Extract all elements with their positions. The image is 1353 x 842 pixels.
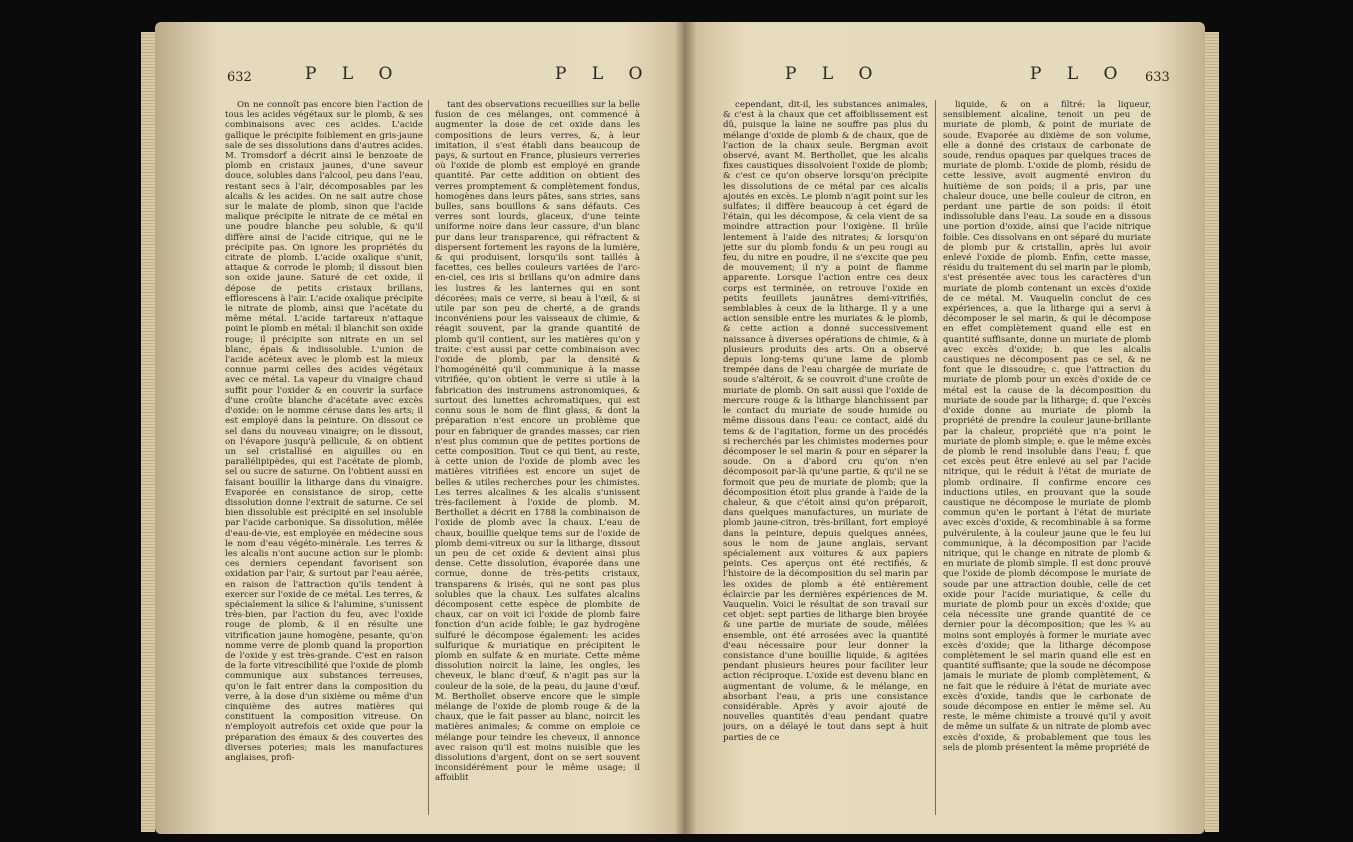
page-number: 632 xyxy=(227,70,252,85)
running-header-left: P L O xyxy=(305,64,403,84)
text-column-2 xyxy=(943,100,1151,820)
page-number: 633 xyxy=(1145,70,1170,85)
running-header-left: P L O xyxy=(785,64,883,84)
right-page xyxy=(685,22,1205,834)
left-page xyxy=(155,22,685,834)
column-rule xyxy=(428,100,429,815)
running-header-right: P L O xyxy=(1030,64,1128,84)
page-edges-right xyxy=(1205,32,1219,832)
text-column-1 xyxy=(723,100,928,820)
column-rule xyxy=(935,100,936,815)
column-text: cependant, dit-il, les substances animales, & c'est à la chaux que cet affoiblissement est dû, puisque la laine ne souffre pas plus du mélange d'oxide de plomb & de chaux, que de l'action de la chaux seule. Bergman avoit observé, avant M. Berthollet, que les alcalis fixes caustiques dissolvoient l'oxide de plomb; & c'est ce qu'on observe lorsqu'on précipite les dissolutions de ce métal par ces alcalis ajoutés en excès. Le plomb n'agit point sur les sulfates; il diffère beaucoup à cet égard de l'étain, qui les décompose, & cela vient de sa moindre attraction pour l'oxigène. Il brûle lentement à l'aide des nitrates; & lorsqu'on jette sur du plomb fondu & un peu rougi au feu, du nitre en poudre, il ne s'excite que peu de mouvement; il n'y a point de flamme apparente. Lorsque l'action entre ces deux corps est terminée, on retrouve l'oxide en petits feuillets jaunâtres demi-vitrifiés, semblables à ceux de la litharge. Il y a une action sensible entre les muriates & le plomb, & cette action a donné successivement naissance à diverses opérations de chimie, & à plusieurs produits des arts. On a observé depuis long-tems qu'une lame de plomb trempée dans de l'eau chargée de muriate de soude s'altéroit, & se couvroit d'une croûte de muriate de plomb. On sait aussi que l'oxide de mercure rouge & la litharge blanchissent par le contact du muriate de soude humide ou même dissous dans l'eau: ce contact, aidé du tems & de l'agitation, forme un des procédés si recherchés par les chimistes modernes pour décomposer le sel marin & pour en séparer la soude. On a d'abord cru qu'on n'en décomposoit par-là qu'une partie, & qu'il ne se formoit que peu de muriate de plomb; que la décomposition étoit plus grande à l'aide de la chaleur, & que c'étoit ainsi qu'on préparoit, dans quelques manufactures, un muriate de plomb jaune-citron, très-brillant, fort employé dans la peinture, depuis quelques années, sous le nom de jaune anglais, servant spécialement aux voitures & aux papiers peints. Ces aperçus ont été rectifiés, & l'histoire de la décomposition du sel marin par les oxides de plomb a été entièrement éclaircie par les dernières expériences de M. Vauquelin. Voici le résultat de son travail sur cet objet: sept parties de litharge bien broyée & une partie de muriate de soude, mêlées ensemble, ont été arrosées avec la quantité d'eau nécessaire pour leur donner la consistance d'une bouillie liquide, & agitées pendant plusieurs heures pour faciliter leur action réciproque. L'oxide est devenu blanc en augmentant de volume, & le mélange, en absorbant l'eau, a pris une consistance considérable. Après y avoir ajouté de nouvelles quantités d'eau pendant quatre jours, on a délayé le tout dans sept à huit parties de ce xyxy=(723,100,928,743)
text-column-1 xyxy=(225,100,423,820)
column-text: liquide, & on a filtré: la liqueur, sensiblement alcaline, tenoit un peu de muriate de plomb, & point de muriate de soude. Evaporée au dixième de son volume, elle a donné des cristaux de carbonate de soude, rendus opaques par quelques traces de muriate de plomb. L'oxide de plomb, résidu de cette lessive, avoit augmenté environ du huitième de son poids; il a pris, par une chaleur douce, une belle couleur de citron, en perdant une partie de son poids: il étoit indissoluble dans l'eau. La soude en a dissous une portion d'oxide, ainsi que l'acide nitrique foible. Ces dissolvans en ont séparé du muriate de plomb pur & cristallin, après lui avoir enlevé l'oxide de plomb. Enfin, cette masse, résidu du traitement du sel marin par le plomb, s'est présentée avec tous les caractères d'un muriate de plomb contenant un excès d'oxide de ce métal. M. Vauquelin conclut de ces expériences, a. que la litharge qui a servi à décomposer le sel marin, & qui le décompose en effet complètement quand elle est en quantité suffisante, donne un muriate de plomb avec excès d'oxide; b. que les alcalis caustiques ne décomposent pas ce sel, & ne font que le dissoudre; c. que l'attraction du muriate de plomb pour un excès d'oxide de ce métal est la cause de la décomposition du muriate de soude par la litharge; d. que l'excès d'oxide donne au muriate de plomb la propriété de prendre la couleur jaune-brillante par la chaleur, propriété que n'a point le muriate de plomb simple; e. que le même excès de plomb le rend insoluble dans l'eau; f. que cet excès peut être enlevé au sel par l'acide nitrique, qui le réduit à l'état de muriate de plomb ordinaire. Il confirme encore ces inductions utiles, en prouvant que la soude caustique ne décompose le muriate de plomb commun qu'en le portant à l'état de muriate avec excès d'oxide, & recombinable à sa forme pulvérulente, à la couleur jaune que le feu lui communique, à la décomposition par l'acide nitrique, qui le change en nitrate de plomb & en muriate de plomb simple. Il est donc prouvé que l'oxide de plomb décompose le muriate de soude par une attraction double, celle de cet oxide pour l'acide muriatique, & celle du muriate de plomb pour un excès d'oxide; que cela nécessite une grande quantité de ce dernier pour la décomposition; que les ¾ au moins sont employés à former le muriate avec excès d'oxide; que la litharge décompose complètement le sel marin quand elle est en quantité suffisante; que la soude ne décompose jamais le muriate de plomb complètement, & ne fait que le réduire à l'état de muriate avec excès d'oxide, tandis que le carbonate de soude décompose en entier le même sel. Au reste, le même chimiste a trouvé qu'il y avoit de même un sulfate & un nitrate de plomb avec excès d'oxide, & probablement que tous les sels de plomb présentent la même propriété de xyxy=(943,100,1151,753)
running-header-right: P L O xyxy=(555,64,653,84)
column-text: tant des observations recueillies sur la belle fusion de ces mélanges, ont commencé à augmenter la dose de cet oxide dans les compositions de leurs verres, &, à leur imitation, il s'est établi dans beaucoup de pays, & surtout en France, plusieurs verreries où l'oxide de plomb est employé en grande quantité. Par cette addition on obtient des verres promptement & complètement fondus, homogènes dans leurs pâtes, sans stries, sans bulles, sans bouillons & sans défauts. Ces verres sont lourds, glaceux, d'une teinte uniforme noire dans leur cassure, d'un blanc pur dans leur transparence, qui réfractent & dispersent fortement les rayons de la lumière, & qui produisent, lorsqu'ils sont taillés à facettes, ces belles couleurs variées de l'arc-en-ciel, ces iris si brillans qu'on admire dans les lustres & les lanternes qui en sont décorées; mais ce verre, si beau à l'œil, & si utile par son peu de cherté, a de grands inconvéniens pour les vaisseaux de chimie, & réagit souvent, par la grande quantité de plomb qu'il contient, sur les matières qu'on y traite: c'est aussi par cette combinaison avec l'oxide de plomb, par la densité & l'homogénéité qu'il communique à la masse vitrifiée, qu'on obtient le verre si utile à la fabrication des instrumens astronomiques, & surtout des lunettes achromatiques, qui est connu sous le nom de flint glass, & dont la préparation n'est encore un problème que pour en fabriquer de grandes masses; car rien n'est plus commun que de petites portions de cette composition. Tout ce qui tient, au reste, à cette union de l'oxide de plomb avec les matières vitrifiées est encore un sujet de belles & utiles recherches pour les chimistes. Les terres alcalines & les alcalis s'unissent très-facilement à l'oxide de plomb. M. Berthollet a décrit en 1788 la combinaison de l'oxide de plomb avec la chaux. L'eau de chaux, bouillie quelque tems sur de l'oxide de plomb demi-vitreux ou sur la litharge, dissout un peu de cet oxide & devient ainsi plus dense. Cette dissolution, évaporée dans une cornue, donne de très-petits cristaux, transparens & irisés, qui ne sont pas plus solubles que la chaux. Les sulfates alcalins décomposent cette espèce de plombite de chaux, car on voit ici l'oxide de plomb faire fonction d'un acide foible; le gaz hydrogène sulfuré le décompose également: les acides sulfurique & muriatique en précipitent le plomb en sulfate & en muriate. Cette même dissolution noircit la laine, les ongles, les cheveux, le blanc d'œuf, & n'agit pas sur la couleur de la soie, de la peau, du jaune d'œuf. M. Berthollet observe encore que le simple mélange de l'oxide de plomb rouge & de la chaux, que le fait passer au blanc, noircit les matières animales; & comme on emploie ce mélange pour teindre les cheveux, il annonce avec raison qu'il est moins nuisible que les dissolutions d'argent, dont on se sert souvent inconsidérément pour le même usage; il affoiblit xyxy=(435,100,640,784)
page-edges-left xyxy=(141,32,155,832)
text-column-2 xyxy=(435,100,640,820)
column-text: On ne connoît pas encore bien l'action de tous les acides végétaux sur le plomb, & ses combinaisons avec ces acides. L'acide gallique le précipite foiblement en gris-jaune sale de ses dissolutions dans d'autres acides. M. Tromsdorf a décrit ainsi le benzoate de plomb en cristaux jaunes, d'une saveur douce, solubles dans l'alcool, peu dans l'eau, restant secs à l'air, décomposables par les alcalis & les acides. On ne sait autre chose sur le malate de plomb, sinon que l'acide malique précipite le nitrate de ce métal en une poudre blanche peu soluble, & qu'il diffère ainsi de l'acide citrique, qui ne le précipite pas. On ignore les propriétés du citrate de plomb. L'acide oxalique s'unit, attaque & corrode le plomb; il dissout bien son oxide jaune. Saturé de cet oxide, il dépose de petits cristaux brillans, efflorescens à l'air. L'acide oxalique précipite le nitrate de plomb, ainsi que l'acétate du même métal. L'acide tartareux n'attaque point le plomb en métal: il blanchit son oxide rouge; il précipite son nitrate en un sel blanc, épais & indissoluble. L'union de l'acide acéteux avec le plomb est la mieux connue parmi celles des acides végétaux avec ce métal. La vapeur du vinaigre chaud suffit pour l'oxider & en couvrir la surface d'une croûte blanche d'acétate avec excès d'oxide: on le nomme céruse dans les arts; il est employé dans la peinture. On dissout ce sel dans du nouveau vinaigre; on le dissout, on l'évapore jusqu'à pellicule, & on obtient un sel cristallisé en aiguilles ou en parallélipipèdes, qui est l'acétate de plomb, sel ou sucre de saturne. On l'obtient aussi en faisant bouillir la litharge dans du vinaigre. Evaporée en consistance de sirop, cette dissolution donne l'extrait de saturne. Ce sel bien dissoluble est précipité en sel insoluble par l'acide carbonique. Sa dissolution, mêlée d'eau-de-vie, est employée en médecine sous le nom d'eau végéto-minérale. Les terres & les alcalis n'ont aucune action sur le plomb: ces derniers cependant favorisent son oxidation par l'air, & surtout par l'eau aérée, en raison de l'attraction qu'ils tendent à exercer sur l'oxide de ce métal. Les terres, & spécialement la silice & l'alumine, s'unissent très-bien, par l'action du feu, avec l'oxide rouge de plomb, & il en résulte une vitrification jaune homogène, pesante, qu'on nomme verre de plomb quand la proportion de l'oxide y est très-grande. C'est en raison de la forte vitrescibilité que l'oxide de plomb communique aux substances terreuses, qu'on le fait entrer dans la composition du verre, à la dose d'un sixième ou même d'un cinquième des autres matières qui constituent la composition vitreuse. On n'employoit autrefois cet oxide que pour la préparation des émaux & des couvertes des diverses poteries; mais les manufactures anglaises, profi- xyxy=(225,100,423,763)
open-book xyxy=(155,22,1205,834)
